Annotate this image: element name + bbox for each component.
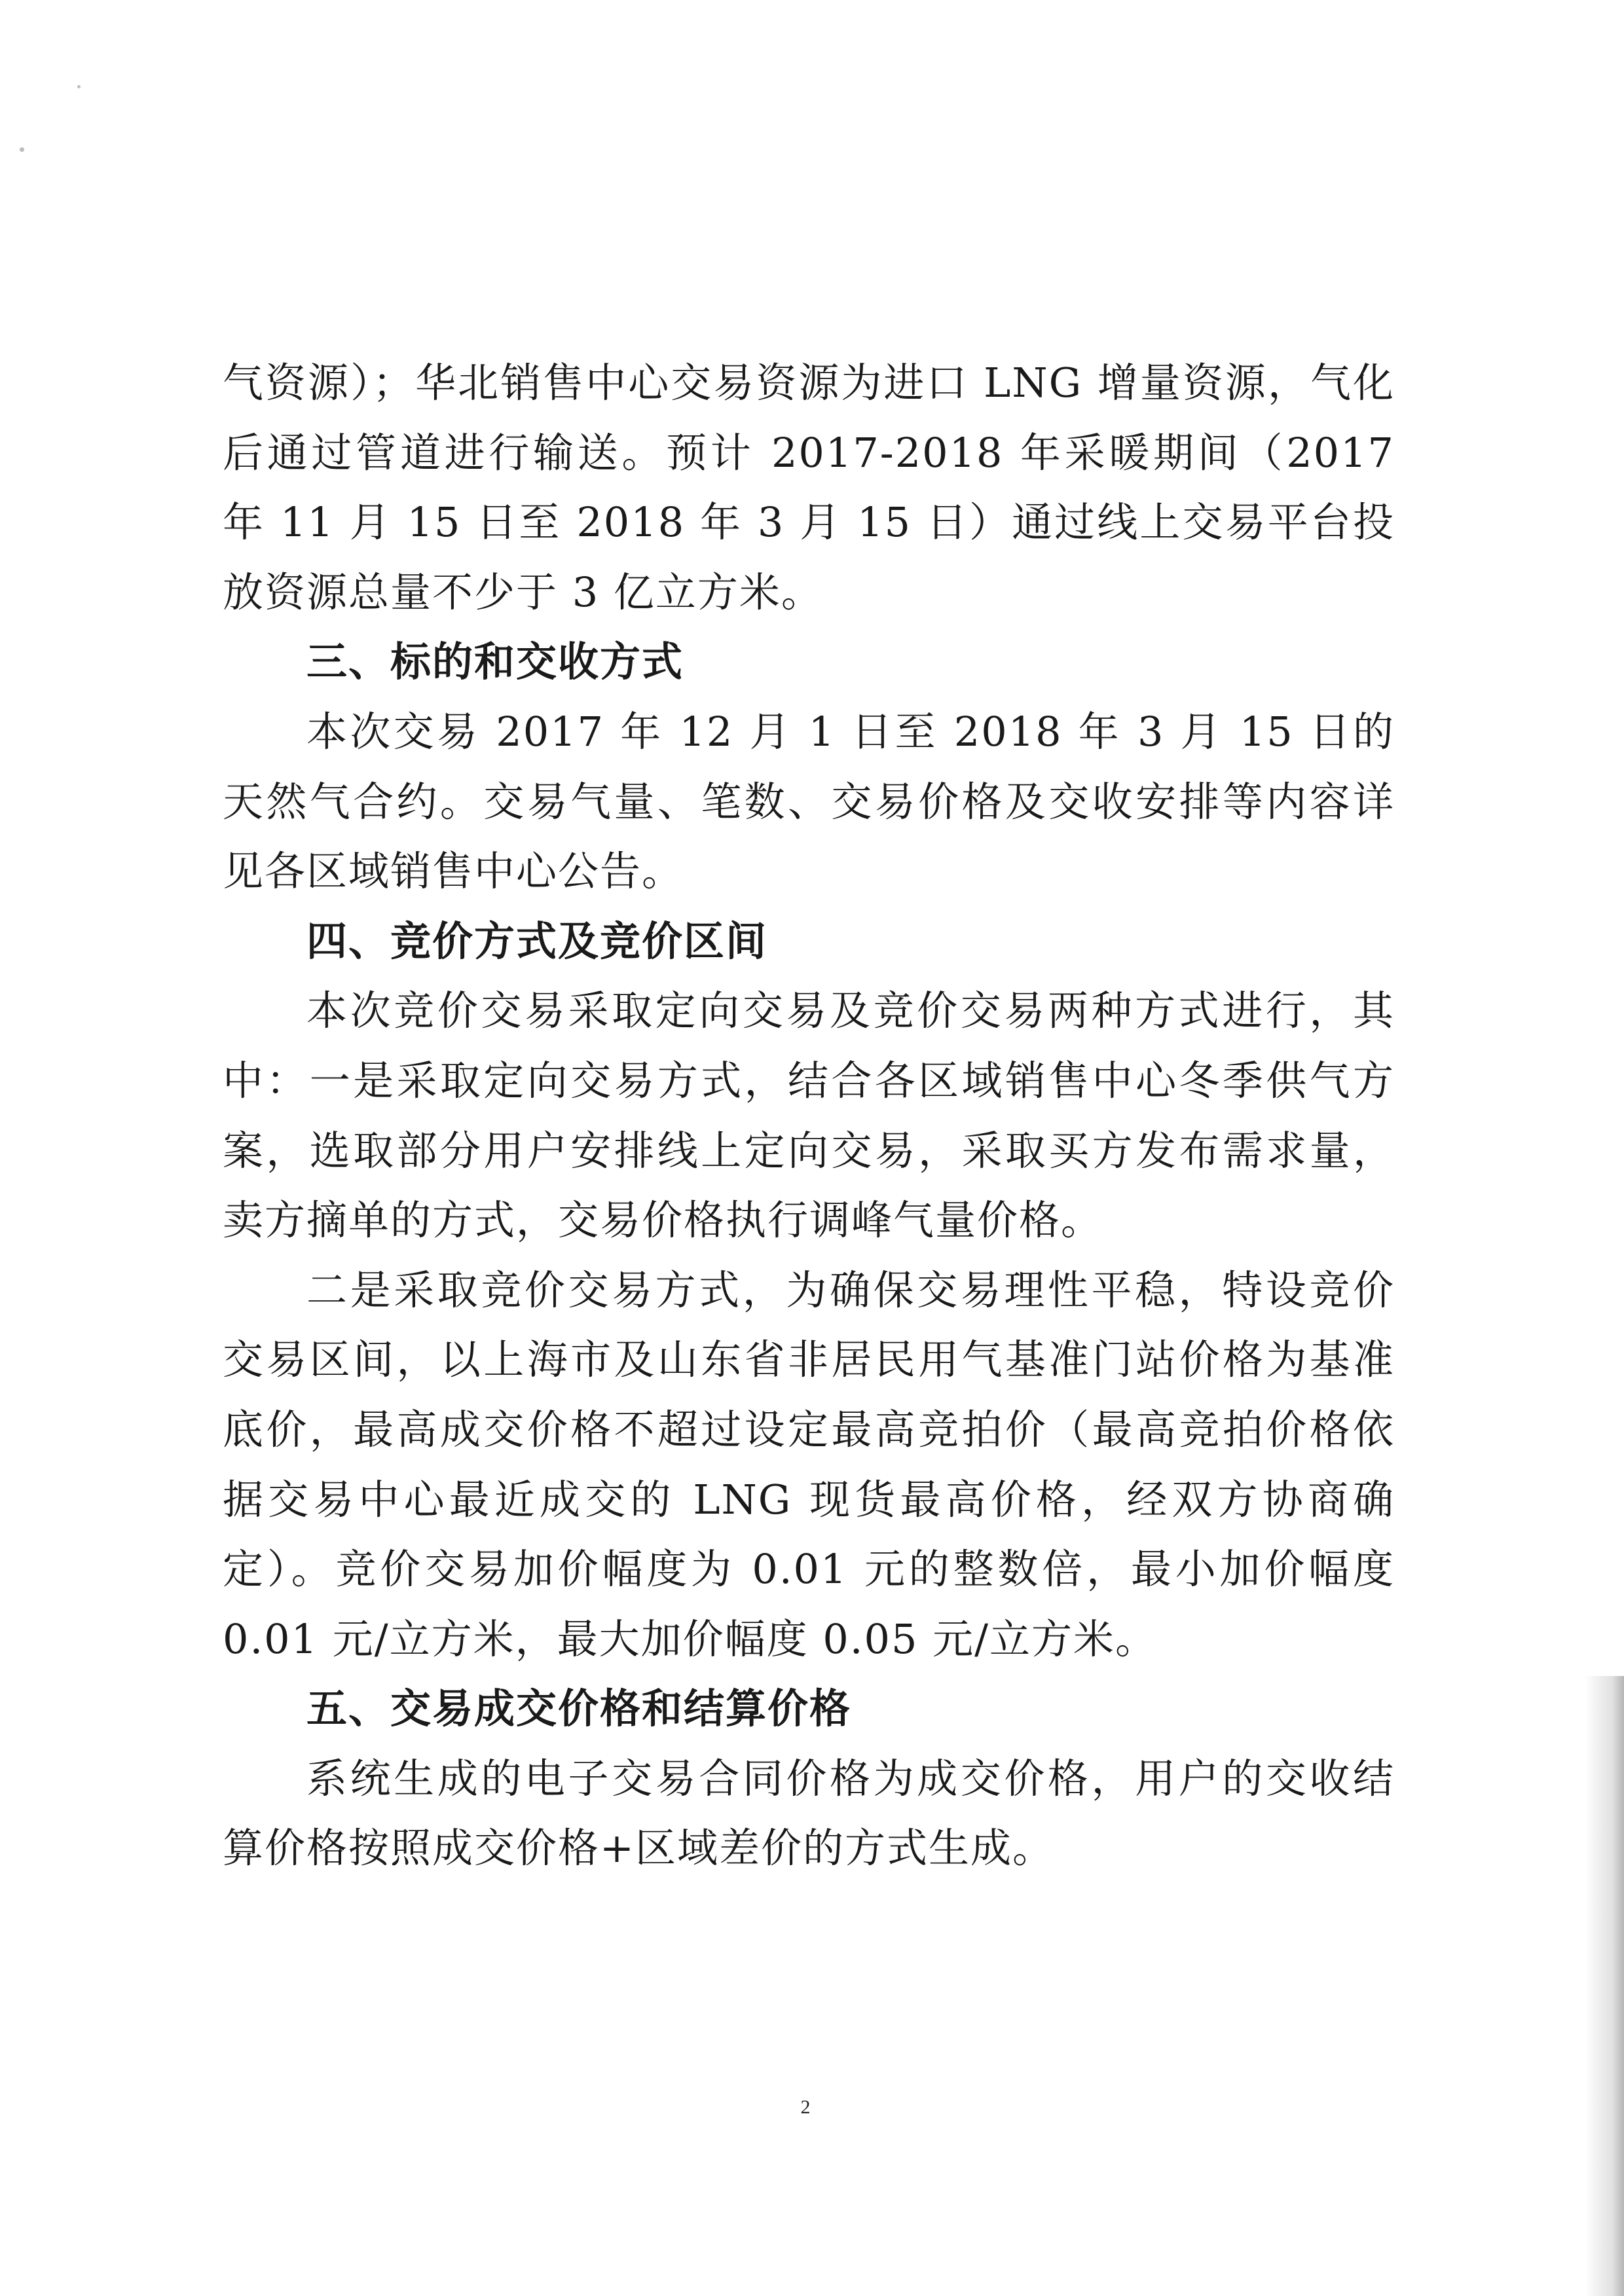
section-heading: 五、交易成交价格和结算价格: [306, 1685, 852, 1733]
section-heading: 三、标的和交收方式: [306, 638, 684, 686]
body-paragraph: 本次交易 2017 年 12 月 1 日至 2018 年 3 月 15 日的天然气合约。交易气量、笔数、交易价格及交收安排等内容详见各区域销售中心公告。: [223, 707, 1395, 896]
section-heading: 四、竞价方式及竞价区间: [306, 917, 768, 965]
body-paragraph: 二是采取竞价交易方式，为确保交易理性平稳，特设竞价交易区间，以上海市及山东省非居民用气基准门站价格为基准底价，最高成交价格不超过设定最高竞拍价（最高竞拍价格依据交易中心最近成交的 LNG 现货最高价格，经双方协商确定）。竞价交易加价幅度为 0.01 元的整数倍，最小加价幅度 0.01 元/立方米，最大加价幅度 0.05 元/立方米。: [223, 1266, 1395, 1663]
body-paragraph: 本次竞价交易采取定向交易及竞价交易两种方式进行，其中：一是采取定向交易方式，结合各区域销售中心冬季供气方案，选取部分用户安排线上定向交易，采取买方发布需求量，卖方摘单的方式，交易价格执行调峰气量价格。: [223, 987, 1395, 1245]
page-number: 2: [800, 2096, 811, 2118]
scan-speck: [77, 85, 81, 88]
document-body: [223, 348, 1395, 1884]
body-paragraph: 气资源）；华北销售中心交易资源为进口 LNG 增量资源，气化后通过管道进行输送。预计 2017-2018 年采暖期间（2017 年 11 月 15 日至 2018 年 3 月 15 日）通过线上交易平台投放资源总量不少于 3 亿立方米。: [223, 359, 1395, 616]
body-paragraph: 系统生成的电子交易合同价格为成交价格，用户的交收结算价格按照成交价格+区域差价的方式生成。: [223, 1754, 1395, 1872]
scan-edge-shadow: [1585, 1676, 1624, 2296]
scan-speck: [20, 147, 24, 152]
